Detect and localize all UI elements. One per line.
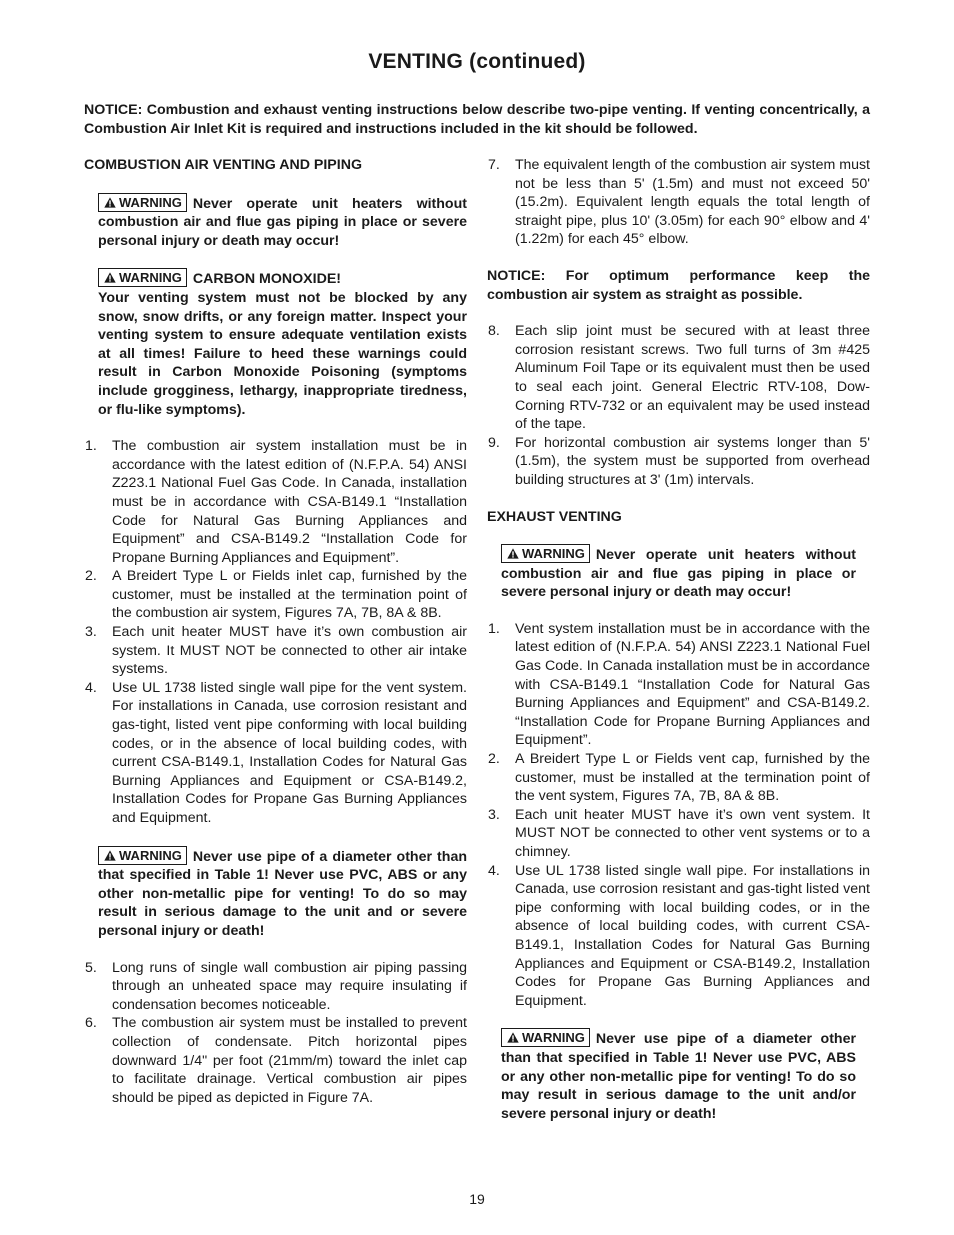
list-item-number: 9. — [488, 434, 500, 451]
warning-block-exhaust-no-piping — [501, 544, 856, 602]
list-item — [84, 1014, 467, 1107]
list-item-text: The combustion air system must be installed to prevent collection of condensate. Pitch horizontal pipes downward 1/4" per foot (21mm/m) toward the inlet cap to facilitate drainage. Vertical combustion air pipes should be piped as depicted in Figure 7A. — [112, 1015, 467, 1106]
list-item — [487, 620, 870, 750]
list-item-text: For horizontal combustion air systems longer than 5' (1.5m), the system must be supported from overhead building structures at 3' (1m) intervals. — [515, 434, 870, 488]
warning-block-exhaust-pipe-diameter — [501, 1028, 856, 1123]
warning-text: Never operate unit heaters without combustion air and flue gas piping in place or severe personal injury or death may occur! — [98, 195, 467, 249]
list-item — [84, 959, 467, 1015]
list-item-text: Each unit heater MUST have it’s own vent system. It MUST NOT be connected to other vent systems or to a chimney. — [515, 806, 870, 860]
warning-badge: WARNING — [98, 846, 187, 865]
warning-text: Your venting system must not be blocked by any snow, snow drifts, or any foreign matter. Inspect your venting system to ensure adequate ventilation exists at all times! Failure to heed these warnings could result in Carbon Monoxide Poisoning (symptoms include grogginess, lethargy, inappropriate tiredness, or flu-like symptoms). — [98, 289, 467, 418]
list-item-text: Long runs of single wall combustion air piping passing through an unheated space may require insulating if condensation becomes noticeable. — [112, 959, 467, 1013]
list-item-number: 4. — [488, 862, 500, 879]
warning-block-pipe-diameter — [98, 846, 467, 941]
list-item-number: 6. — [85, 1015, 97, 1032]
list-item-number: 4. — [85, 679, 97, 696]
list-item-number: 7. — [488, 157, 500, 173]
list-item — [84, 623, 467, 679]
combustion-air-list-part-2 — [84, 959, 467, 1108]
section-heading-exhaust-venting: EXHAUST VENTING — [487, 508, 622, 525]
warning-badge: WARNING — [98, 193, 187, 212]
warning-triangle-icon — [104, 850, 116, 861]
list-item-number: 2. — [488, 751, 500, 768]
list-item-text: Use UL 1738 listed single wall pipe. For installations in Canada, use corrosion resistant and gas-tight listed vent pipe conforming with local building codes, or in the absence of local building codes, with current CSA-B149.1, Installation Codes for Natural Gas Burning Appliances and Equipment or CSA-B149.2, Installation Codes for Propane Gas Burning Appliances and Equipment. — [515, 862, 870, 1009]
right-column — [487, 156, 870, 1123]
list-item-text: Each slip joint must be secured with at least three corrosion resistant screws. Two full turns of 3m #425 Aluminum Foil Tape or its equivalent must then be used to seal each joint. General Electric RTV-108, Dow-Corning RTV-732 or an equivalent may be used instead of the tape. — [515, 323, 870, 433]
warning-lead-text: CARBON MONOXIDE! — [192, 271, 342, 288]
list-item-text: Each unit heater MUST have it’s own combustion air system. It MUST NOT be connected to other air intake systems. — [112, 624, 467, 678]
combustion-air-list-part-4 — [487, 322, 870, 489]
straight-system-notice: NOTICE: For optimum performance keep the combustion air system as straight as possible. — [487, 267, 870, 303]
list-item — [487, 750, 870, 806]
list-item-text: The combustion air system installation must be in accordance with the latest edition of (N.F.P.A. 54) ANSI Z223.1 National Fuel Gas Code. In Canada, installation must be in accordance with CSA-B149.1 “Installation Code for Natural Gas Burning Appliances and Equipment” and CSA-B149.2 “Installation Code for Propane Burning Appliances and Equipment”. — [112, 438, 467, 566]
list-item-number: 3. — [85, 624, 97, 641]
page-number: 19 — [469, 1191, 485, 1207]
list-item — [84, 679, 467, 828]
list-item — [487, 806, 870, 862]
list-item — [487, 322, 870, 434]
warning-triangle-icon — [507, 1032, 519, 1043]
warning-badge: WARNING — [501, 544, 590, 563]
warning-block-carbon-monoxide — [98, 268, 467, 419]
list-item-text: A Breidert Type L or Fields vent cap, furnished by the customer, must be installed at the termination point of the vent system, Figures 7A, 7B, 8A & 8B. — [515, 751, 870, 805]
exhaust-venting-list — [487, 620, 870, 1010]
warning-text: Never use pipe of a diameter other than that specified in Table 1! Never use PVC, ABS or any other non-metallic pipe for venting! To do so may result in serious damage to the unit and/or severe personal injury or death! — [501, 1031, 856, 1122]
warning-block-no-piping — [98, 193, 467, 251]
combustion-air-list-part-1 — [84, 437, 467, 827]
section-heading-combustion-air: COMBUSTION AIR VENTING AND PIPING — [84, 157, 362, 173]
warning-triangle-icon — [104, 272, 116, 283]
list-item-text: Vent system installation must be in accordance with the latest edition of (N.F.P.A. 54) ANSI Z223.1 National Fuel Gas Code. In Canada installation must be in accordance with CSA-B149.1 “Installation Code for Natural Gas Burning Appliances and Equipment” and CSA-B149.2. “Installation Code for Propane Burning Appliances and Equipment”. — [515, 620, 870, 749]
warning-badge: WARNING — [98, 268, 187, 287]
list-item-text: The equivalent length of the combustion air system must not be less than 5' (1.5m) and must not exceed 50' (15.2m). Equivalent length equals the total length of straight pipe, plus 10' (3.05m) for each 90° elbow and 4' (1.22m) for each 45° elbow. — [515, 157, 870, 248]
list-item-number: 8. — [488, 323, 500, 340]
list-item-text: Use UL 1738 listed single wall pipe for the vent system. For installations in Canada, use corrosion resistant and gas-tight, listed vent pipe conforming with local building codes, or in the absence of local building codes, with current CSA-B149.1, Installation Codes for Natural Gas Burning Appliances and Equipment or CSA-B149.2, Installation Codes for Propane Gas Burning Appliances and Equipment. — [112, 679, 467, 826]
list-item — [84, 567, 467, 623]
list-item-number: 3. — [488, 806, 500, 823]
venting-notice: NOTICE: Combustion and exhaust venting instructions below describe two-pipe venting. If venting concentrically, a Combustion Air Inlet Kit is required and instructions included in the kit should be followed. — [84, 102, 870, 137]
list-item — [84, 437, 467, 567]
list-item — [487, 434, 870, 490]
list-item — [487, 156, 870, 249]
page-title: VENTING (continued) — [368, 50, 586, 73]
warning-triangle-icon — [104, 197, 116, 208]
warning-triangle-icon — [507, 548, 519, 559]
left-column — [84, 156, 467, 1107]
list-item-text: A Breidert Type L or Fields inlet cap, furnished by the customer, must be installed at the termination point of the combustion air system, Figures 7A, 7B, 8A & 8B. — [112, 568, 467, 622]
list-item-number: 5. — [85, 959, 97, 976]
list-item — [487, 862, 870, 1011]
list-item-number: 1. — [85, 438, 97, 455]
list-item-number: 2. — [85, 568, 97, 585]
combustion-air-list-part-3 — [487, 156, 870, 249]
warning-text: Never use pipe of a diameter other than that specified in Table 1! Never use PVC, ABS or any other non-metallic pipe for venting! To do so may result in serious damage to the unit and or severe personal injury or death! — [98, 848, 467, 939]
warning-text: Never operate unit heaters without combustion air and flue gas piping in place or severe personal injury or death may occur! — [501, 547, 856, 601]
list-item-number: 1. — [488, 620, 500, 637]
warning-badge: WARNING — [501, 1028, 590, 1047]
